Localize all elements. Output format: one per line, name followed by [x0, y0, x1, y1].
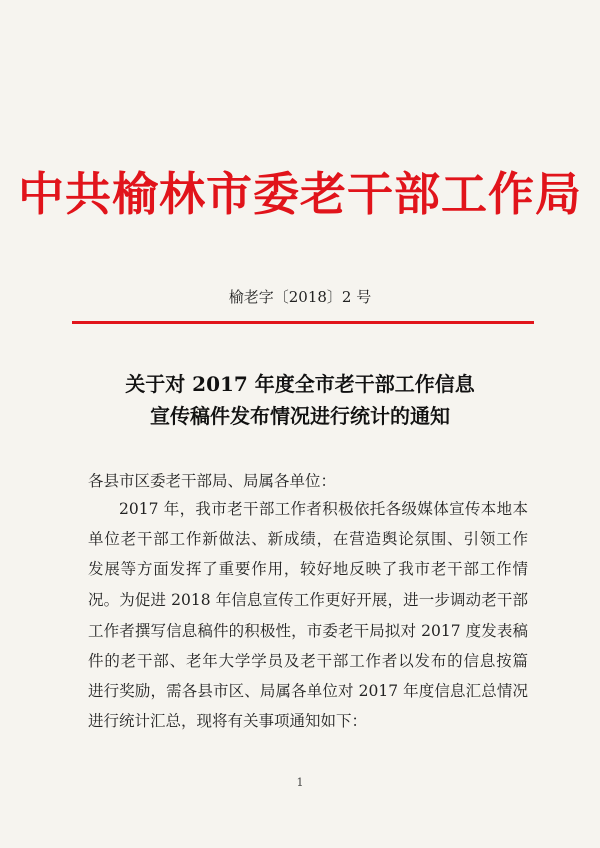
body-line: 件的老干部、老年大学学员及老干部工作者以发布的信息按篇	[88, 652, 528, 670]
body-line: 2017 年，我市老干部工作者积极依托各级媒体宣传本地本	[119, 500, 528, 518]
notice-title-line-2: 宣传稿件发布情况进行统计的通知	[150, 404, 450, 428]
body-line: 发展等方面发挥了重要作用，较好地反映了我市老干部工作情	[88, 560, 528, 578]
document-number: 榆老字〔2018〕2 号	[228, 288, 372, 306]
salutation: 各县市区委老干部局、局属各单位：	[88, 472, 337, 490]
org-header-title: 中共榆林市委老干部工作局	[18, 167, 582, 221]
red-divider-line	[72, 321, 534, 324]
body-line: 进行统计汇总，现将有关事项通知如下：	[88, 712, 368, 730]
body-line: 况。为促进 2018 年信息宣传工作更好开展，进一步调动老干部	[88, 591, 528, 609]
body-line: 工作者撰写信息稿件的积极性，市委老干局拟对 2017 度发表稿	[88, 622, 528, 640]
body-line: 进行奖励，需各县市区、局属各单位对 2017 年度信息汇总情况	[88, 682, 528, 700]
page-number: 1	[296, 776, 304, 789]
body-line: 单位老干部工作新做法、新成绩，在营造舆论氛围、引领工作	[88, 530, 528, 548]
notice-title-line-1: 关于对 2017 年度全市老干部工作信息	[125, 372, 475, 396]
